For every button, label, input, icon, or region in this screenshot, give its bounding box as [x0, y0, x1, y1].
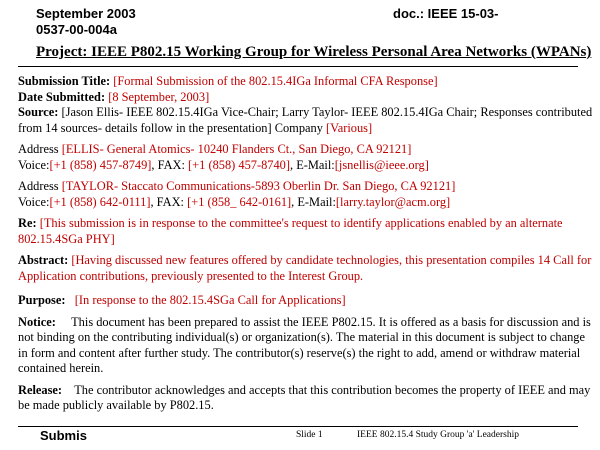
- fax1-value: [+1 (858) 457-8740]: [188, 157, 290, 172]
- company-label: Company: [274, 120, 323, 135]
- email2-value: [larry.taylor@acm.org]: [335, 194, 451, 209]
- purpose-label: Purpose:: [18, 293, 66, 307]
- address1-value: [ELLIS- General Atomics- 10240 Flanders Ct., San Diego, CA 92121]: [61, 142, 412, 156]
- voice2-value: [+1 (858) 642-0111]: [49, 194, 151, 209]
- fax2-label: , FAX:: [150, 194, 184, 209]
- purpose-value: [In response to the 802.15.4SGa Call for Applications]: [74, 293, 346, 307]
- document-body: [18, 74, 593, 414]
- voice1-label: Voice:: [18, 157, 50, 172]
- voice2-label: Voice:: [18, 194, 50, 209]
- header-doc-label: doc.: IEEE 15-03-: [393, 6, 499, 21]
- header-doc-number: 0537-00-004a: [36, 22, 117, 37]
- re-value: [This submission is in response to the committee's request to identify applications enabled by an alternate 802.15.4SGa PHY]: [18, 216, 563, 246]
- submission-title-label: Submission Title:: [18, 74, 111, 88]
- re-line: [18, 216, 593, 247]
- release-line: [18, 383, 593, 414]
- date-submitted-line: [18, 90, 593, 106]
- submission-title-line: [18, 74, 593, 90]
- abstract-line: [18, 253, 593, 284]
- release-label: Release:: [18, 382, 63, 397]
- company-value: [Various]: [326, 120, 373, 135]
- address2-label: Address: [18, 179, 59, 193]
- address2-value: [TAYLOR- Staccato Communications-5893 Oberlin Dr. San Diego, CA 92121]: [61, 179, 456, 193]
- title-rule: [18, 66, 578, 67]
- notice-label: Notice:: [18, 314, 56, 329]
- fax1-label: , FAX:: [151, 157, 185, 172]
- re-label: Re:: [18, 216, 37, 230]
- fax2-value: [+1 (858_ 642-0161]: [187, 194, 292, 209]
- email2-label: , E-Mail:: [291, 194, 336, 209]
- source-label: Source:: [18, 105, 59, 119]
- voice1-value: [+1 (858) 457-8749]: [49, 157, 152, 172]
- notice-line: [18, 315, 593, 377]
- release-value: The contributor acknowledges and accepts that this contribution becomes the property of IEEE and may be made publicly available by P802.15.: [18, 382, 591, 412]
- date-submitted-label: Date Submitted:: [18, 89, 106, 104]
- date-submitted-value: [8 September, 2003]: [108, 89, 210, 104]
- address2-line: [18, 179, 593, 210]
- notice-value: This document has been prepared to assist the IEEE P802.15. It is offered as a basis for discussion and is not binding on the contributing individual(s) or organization(s). The material in this document is subject to change in form and content after further study. The contributor(s) reserve(s) the right to add, amend or withdraw material contained herein.: [18, 314, 591, 375]
- email1-value: [jsnellis@ieee.org]: [334, 157, 429, 172]
- footer-group: IEEE 802.15.4 Study Group 'a' Leadership: [357, 430, 519, 440]
- footer-rule: [18, 426, 578, 427]
- address1-line: [18, 142, 593, 173]
- source-line: [18, 105, 593, 136]
- address1-label: Address: [18, 142, 59, 156]
- submission-title-value: [Formal Submission of the 802.15.4IGa Informal CFA Response]: [113, 74, 438, 88]
- purpose-line: [18, 293, 593, 309]
- footer-slide-number: Slide 1: [296, 430, 323, 440]
- abstract-label: Abstract:: [18, 253, 69, 267]
- abstract-value: [Having discussed new features offered by candidate technologies, this presentation compiles 14 Call for Application contributions, previously presented to the Interest Group.: [18, 253, 592, 283]
- project-title: Project: IEEE P802.15 Working Group for Wireless Personal Area Networks (WPANs): [36, 44, 592, 60]
- source-value: [Jason Ellis- IEEE 802.15.4IGa Vice-Chair; Larry Taylor- IEEE 802.15.4IGa Chair; Responses contributed from 14 sources- details follow in the presentation]: [18, 105, 593, 135]
- header-date: September 2003: [36, 6, 136, 21]
- email1-label: , E-Mail:: [290, 157, 335, 172]
- footer-submission: Submis: [40, 428, 87, 443]
